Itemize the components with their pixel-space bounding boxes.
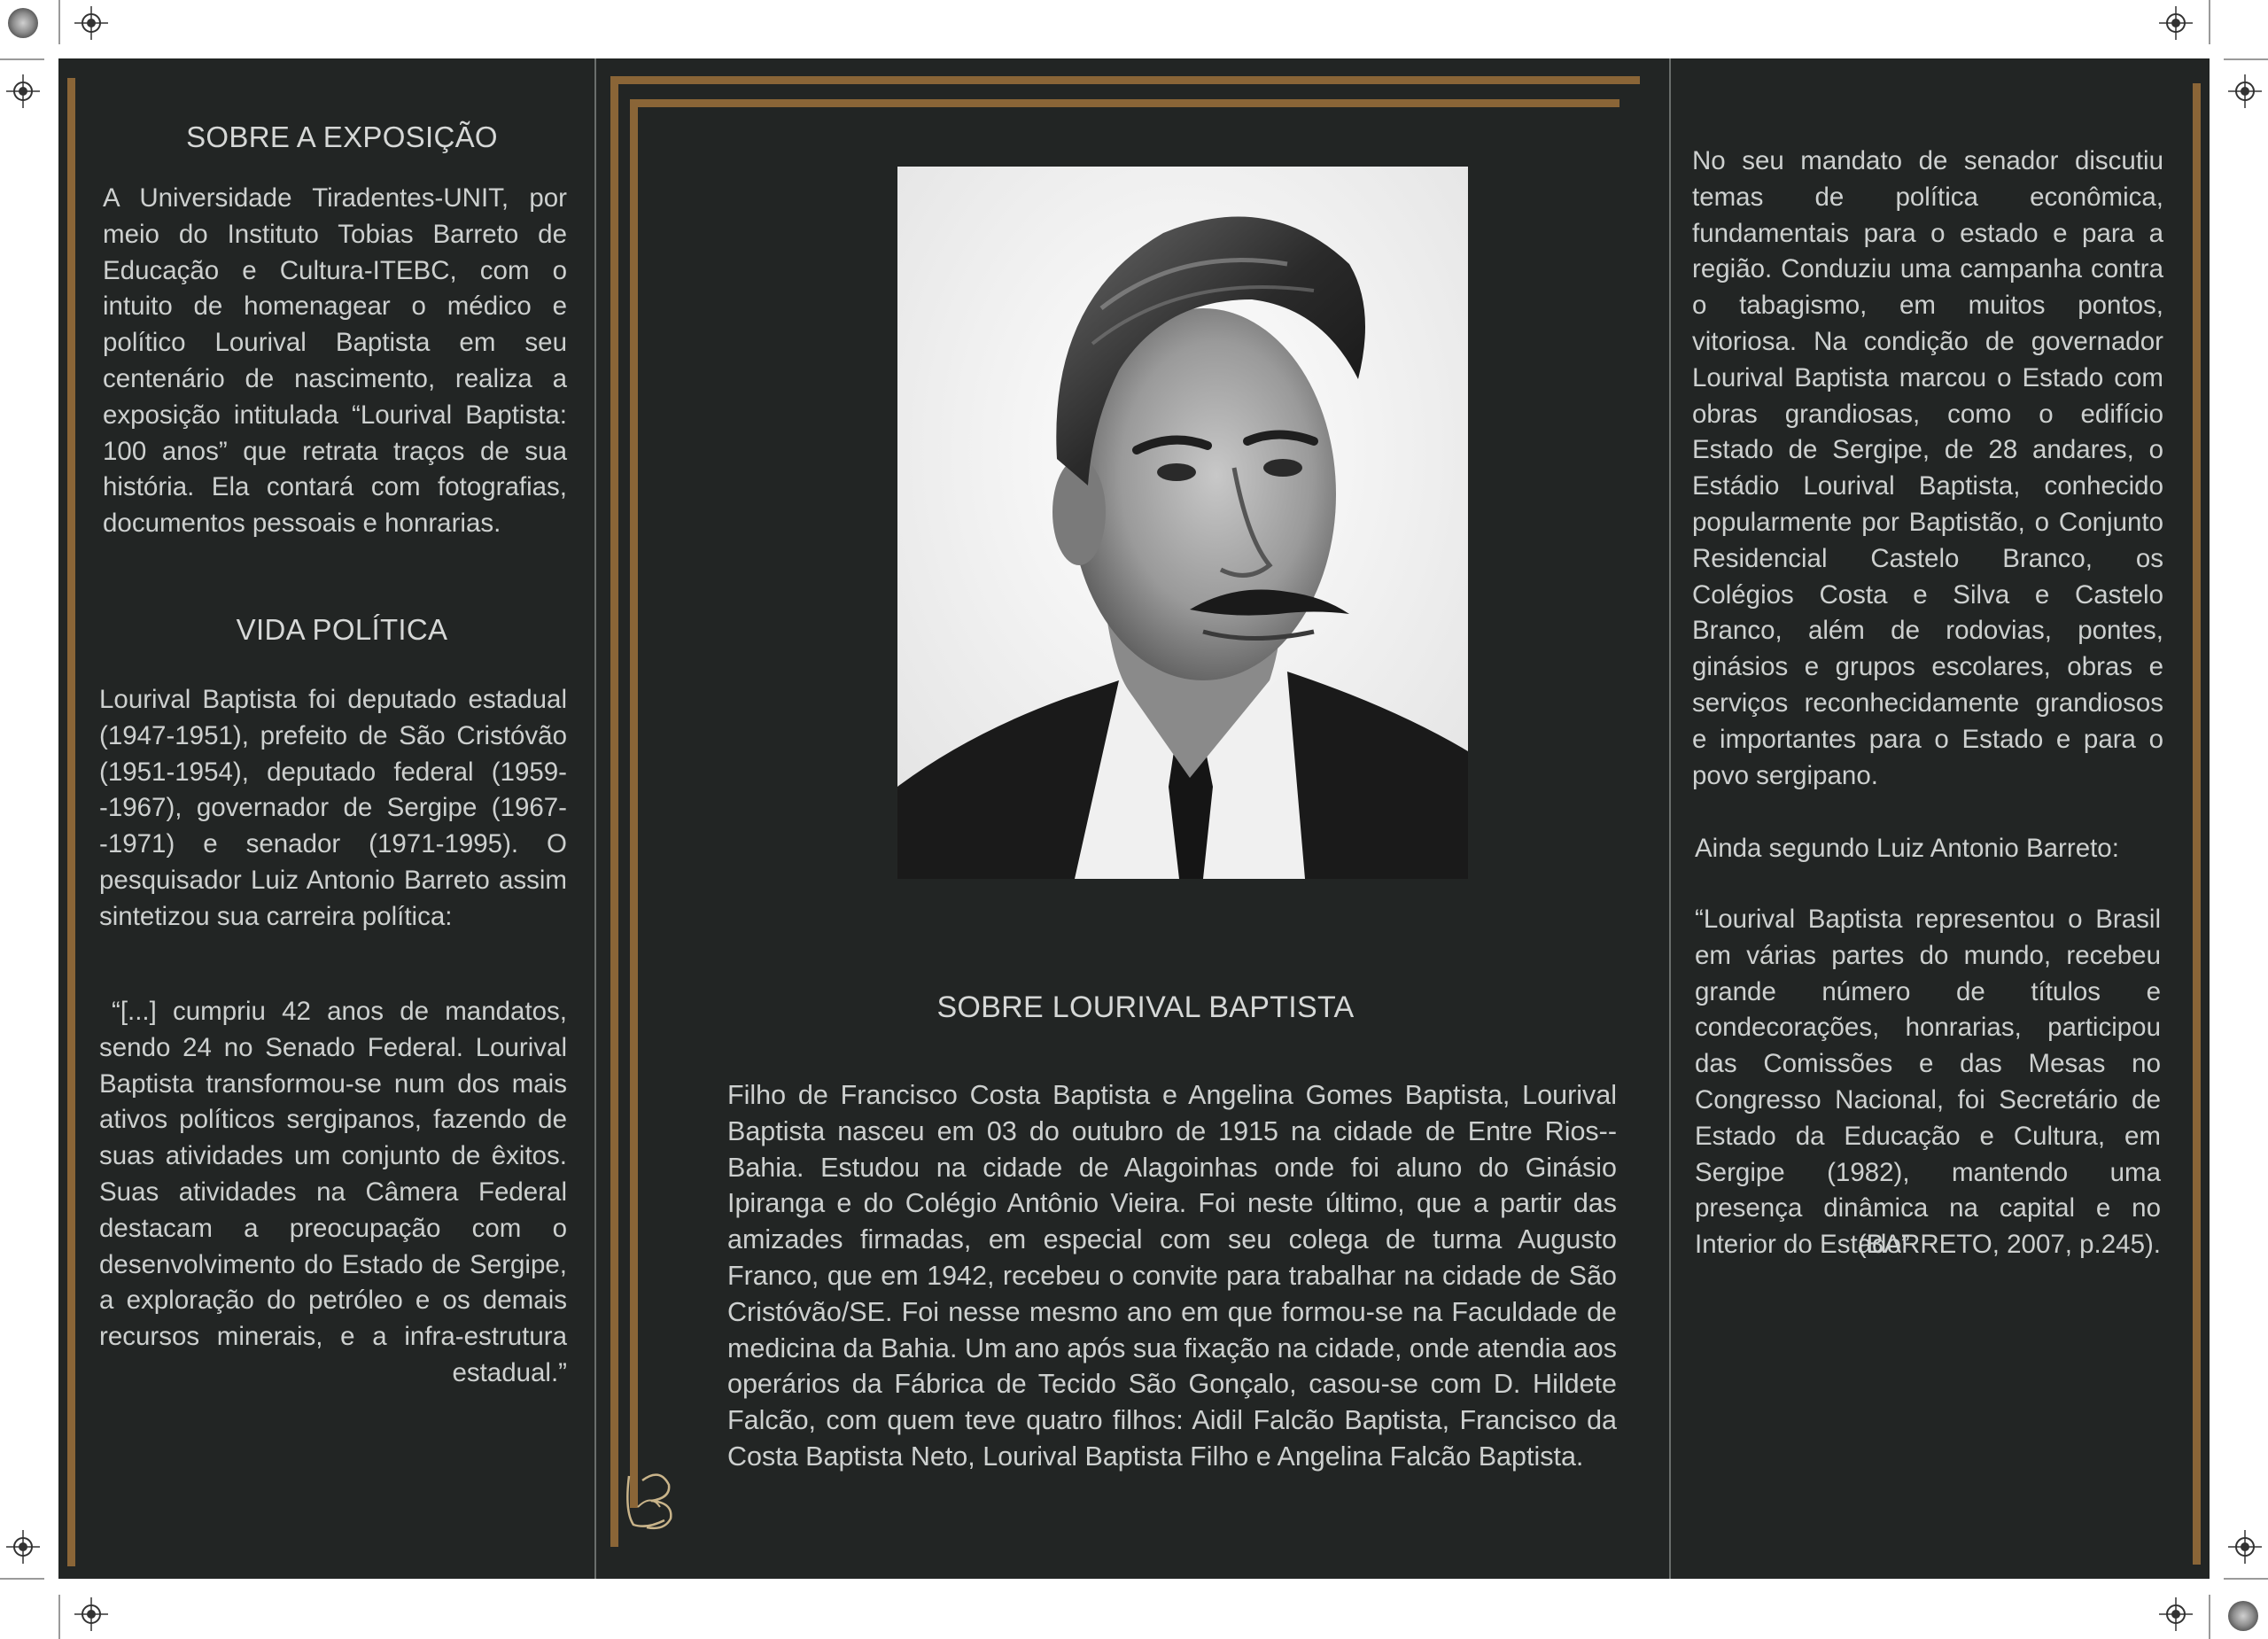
left-panel [58, 58, 596, 1579]
gold-rule [630, 99, 1619, 107]
about-text: Filho de Francisco Costa Baptista e Angelina Gomes Baptista, Lourival Baptista nasceu em 03 do outubro de 1915 na cidade de Entre Rios--Bahia. Estudou na cidade de Alagoinhas onde foi aluno do Ginásio Ipiranga e do Colégio Antônio Vieira. Foi neste último, que a partir das amizades firmadas, em especial com seu colega de turma Augusto Franco, que em 1942, recebeu o convite para trabalhar na cidade de São Cristóvão/SE. Foi nesse mesmo ano em que formou-se na Faculdade de medicina da Bahia. Um ano após sua fixação na cidade, onde atendia aos operários da Fábrica de Tecido São Gonçalo, casou-se com D. Hildete Falcão, com quem teve quatro filhos: Aidil Falcão Baptista, Francisco da Costa Baptista Neto, Lourival Baptista Filho e Angelina Falcão Baptista. [727, 1080, 1617, 1472]
registration-mark-icon [2159, 1597, 2193, 1631]
color-dot-icon [2228, 1601, 2258, 1631]
registration-mark-icon [2228, 1530, 2262, 1564]
politics-title: VIDA POLÍTICA [236, 613, 448, 646]
gold-rule [2193, 83, 2201, 1565]
exposition-title: SOBRE A EXPOSIÇÃO [186, 120, 498, 153]
trim-line [2209, 0, 2210, 44]
center-panel [596, 58, 1671, 1579]
trim-line [0, 1578, 44, 1580]
registration-mark-icon [74, 1597, 108, 1631]
signature-monogram-icon [616, 1458, 687, 1538]
gold-rule [610, 76, 618, 1547]
trim-line [0, 58, 44, 60]
politics-text: Lourival Baptista foi deputado estadual (1947-1951), prefeito de São Cristóvão (1951-1954), deputado federal (1959--1967), governador de Sergipe (1967--1971) e senador (1971-1995). O pesquisador Luiz Antonio Barreto assim sintetizou sua carreira política: [99, 685, 567, 931]
registration-mark-icon [6, 74, 40, 108]
brochure-sheet [58, 58, 2210, 1579]
right-panel [1671, 58, 2210, 1579]
registration-mark-icon [74, 6, 108, 40]
registration-mark-icon [2228, 74, 2262, 108]
mandate-text: No seu mandato de senador discutiu temas de política econômica, fundamentais para o estado e para a região. Conduziu uma campanha contra o tabagismo, em muitos pontos, vitoriosa. Na condição de governador Lourival Baptista marcou o Estado com obras grandiosas, como o edifício Estado de Sergipe, de 28 andares, o Estádio Lourival Baptista, conhecido popularmente por Baptistão, o Conjunto Residencial Castelo Branco, os Colégios Costa e Silva e Castelo Branco, além de rodovias, pontes, ginásios e grupos escolares, obras e serviços reconhecidamente grandiosos e importantes para o Estado e para o povo sergipano. [1692, 146, 2163, 790]
gold-rule [610, 76, 1640, 84]
according-text: Ainda segundo Luiz Antonio Barreto: [1695, 834, 2119, 863]
portrait-photo [897, 167, 1468, 879]
trim-line [2209, 1595, 2210, 1639]
gold-rule [630, 99, 638, 1508]
trim-line [58, 1595, 60, 1639]
quote-text: “[...] cumpriu 42 anos de mandatos, sendo 24 no Senado Federal. Lourival Baptista transformou-se num dos mais ativos políticos sergipanos, fazendo de suas atividades um conjunto de êxitos. Suas atividades na Câmera Federal destacam a preocupação com o desenvolvimento do Estado de Sergipe, a exploração do petróleo e os demais recursos minerais, e a infra-estrutura estadual.” [99, 997, 567, 1387]
exposition-text: A Universidade Tiradentes-UNIT, por meio do Instituto Tobias Barreto de Educação e Cultura-ITEBC, com o intuito de homenagear o médico e político Lourival Baptista em seu centenário de nascimento, realiza a exposição intitulada “Lourival Baptista: 100 anos” que retrata traços de sua história. Ela contará com fotografias, documentos pessoais e honrarias. [103, 183, 567, 539]
color-dot-icon [8, 8, 38, 38]
right-quote-text: “Lourival Baptista representou o Brasil em várias partes do mundo, recebeu grande número de títulos e condecorações, honrarias, participou das Comissões e das Mesas no Congresso Nacional, foi Secretário de Estado da Educação e Cultura, em Sergipe (1982), mantendo uma presença dinâmica na capital e no Interior do Estado” [1695, 905, 2161, 1260]
trim-line [58, 0, 60, 44]
trim-line [2224, 1578, 2268, 1580]
about-title: SOBRE LOURIVAL BAPTISTA [936, 990, 1355, 1024]
registration-mark-icon [2159, 6, 2193, 40]
gold-rule [67, 78, 75, 1566]
registration-mark-icon [6, 1530, 40, 1564]
trim-line [2224, 58, 2268, 60]
citation-text: (BARRETO, 2007, p.245). [1857, 1230, 2161, 1259]
